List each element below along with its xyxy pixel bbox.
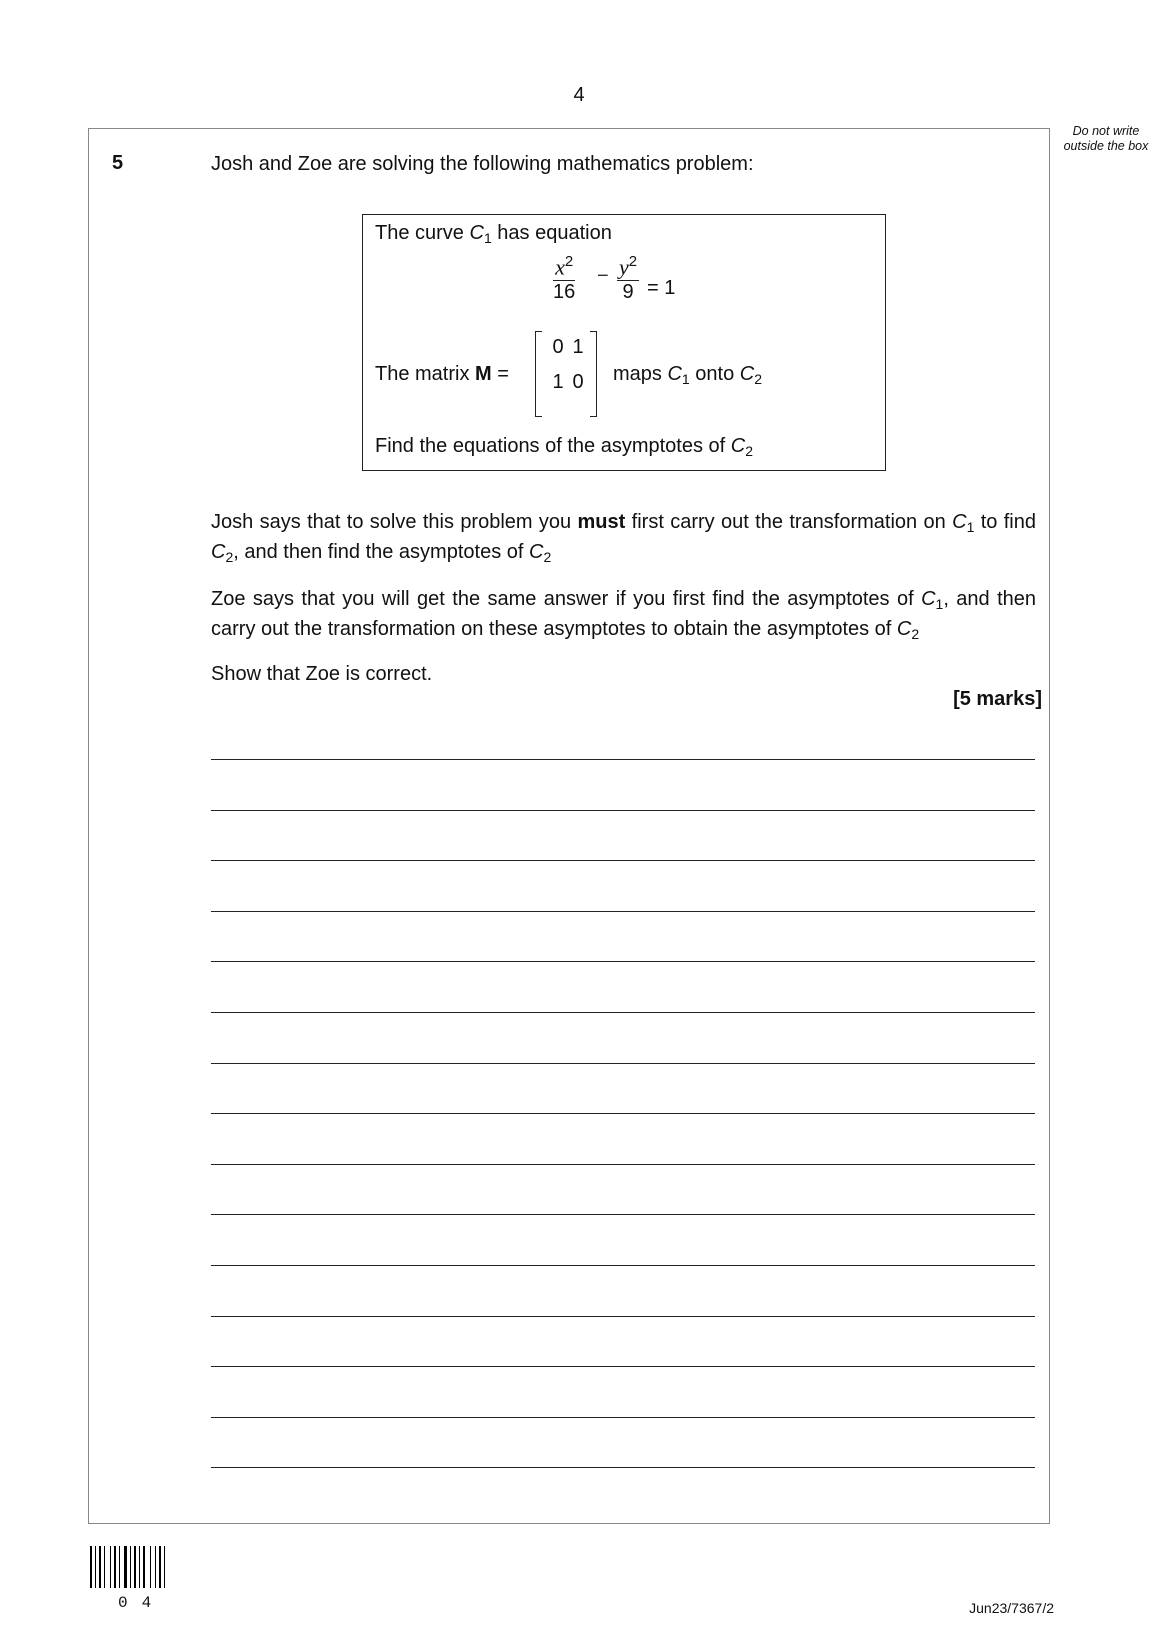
barcode-bar (134, 1546, 136, 1588)
barcode-number: 04 (118, 1594, 166, 1612)
answer-line[interactable] (211, 860, 1035, 861)
find-line: Find the equations of the asymptotes of $C_2$ (375, 435, 754, 459)
barcode-bar (162, 1546, 163, 1588)
matrix: 0 1 1 0 (535, 331, 597, 417)
instruction: Show that Zoe is correct. (211, 663, 433, 685)
barcode-bar (121, 1546, 123, 1588)
barcode-bar (152, 1546, 154, 1588)
barcode-bar (141, 1546, 142, 1588)
josh-paragraph: Josh says that to solve this problem you must first carry out the transformation on $C_1$ to find $C_2$, and then find the asymptotes of $C_2$ (211, 511, 1036, 565)
barcode-bar (155, 1546, 156, 1588)
page-number: 4 (573, 84, 585, 106)
barcode-bar (132, 1546, 133, 1588)
answer-line[interactable] (211, 759, 1035, 760)
barcode-bar (117, 1546, 118, 1588)
matrix-label: The matrix M = (375, 363, 509, 385)
curve-line: The curve $C_1$ has equation (375, 222, 612, 246)
fraction-x: $\frac{x^2}{16}$ (553, 253, 576, 304)
answer-line[interactable] (211, 1265, 1035, 1266)
answer-line[interactable] (211, 911, 1035, 912)
answer-line[interactable] (211, 961, 1035, 962)
answer-line[interactable] (211, 1214, 1035, 1215)
marks: [5 marks] (953, 688, 1042, 710)
problem-box (362, 214, 886, 471)
barcode-bar (128, 1546, 129, 1588)
barcode-bar (146, 1546, 149, 1588)
barcode-bar (143, 1546, 145, 1588)
answer-line[interactable] (211, 1417, 1035, 1418)
fraction-y: $\frac{y^2}{9}$ (619, 253, 638, 304)
barcode-bar (137, 1546, 138, 1588)
barcode-bar (99, 1546, 101, 1588)
barcode-bar (95, 1546, 96, 1588)
answer-line[interactable] (211, 810, 1035, 811)
barcode-bar (90, 1546, 92, 1588)
answer-line[interactable] (211, 1467, 1035, 1468)
barcode-bar (106, 1546, 109, 1588)
barcode-bar (119, 1546, 120, 1588)
maps-text: maps $C_1$ onto $C_2$ (613, 363, 763, 387)
barcode-bar (130, 1546, 131, 1588)
answer-line[interactable] (211, 1012, 1035, 1013)
barcode-bar (114, 1546, 116, 1588)
margin-note: Do not write outside the box (1063, 124, 1149, 153)
answer-line[interactable] (211, 1316, 1035, 1317)
barcode-bar (112, 1546, 113, 1588)
zoe-paragraph: Zoe says that you will get the same answer if you first find the asymptotes of $C_1$, and then carry out the transformation on these asymptotes to obtain the asymptotes of $C_2$ (211, 588, 1036, 642)
barcode-bar (93, 1546, 94, 1588)
barcode-bar (102, 1546, 103, 1588)
barcode-bar (159, 1546, 161, 1588)
barcode (90, 1546, 165, 1588)
question-intro: Josh and Zoe are solving the following mathematics problem: (211, 153, 754, 175)
minus-sign: − (597, 265, 609, 287)
paper-code: Jun23/7367/2 (969, 1600, 1054, 1616)
barcode-bar (124, 1546, 127, 1588)
barcode-bar (110, 1546, 111, 1588)
answer-line[interactable] (211, 1063, 1035, 1064)
equation-rhs: = 1 (647, 277, 676, 299)
answer-line[interactable] (211, 1164, 1035, 1165)
barcode-bar (157, 1546, 158, 1588)
answer-line[interactable] (211, 1366, 1035, 1367)
answer-line[interactable] (211, 1113, 1035, 1114)
barcode-bar (139, 1546, 140, 1588)
barcode-bar (97, 1546, 98, 1588)
barcode-bar (150, 1546, 151, 1588)
barcode-bar (164, 1546, 165, 1588)
question-number: 5 (112, 152, 124, 174)
barcode-bar (104, 1546, 105, 1588)
